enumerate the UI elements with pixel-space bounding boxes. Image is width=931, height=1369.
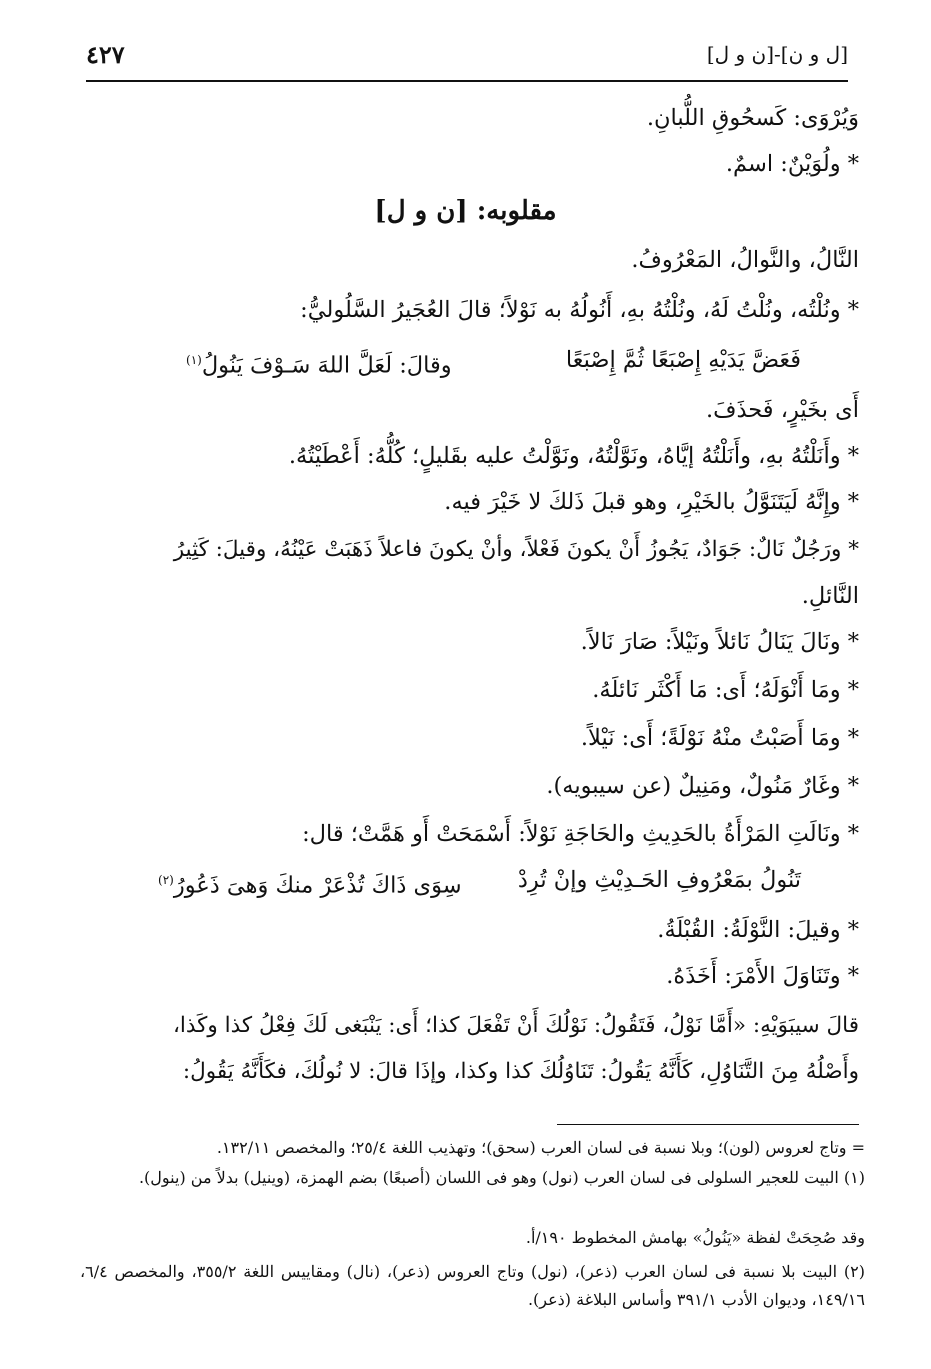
verse-first-hemistich: فَعَضَّ يَدَيْهِ إِصْبَعًا ثُمَّ إِصْبَعًا — [565, 347, 801, 373]
page-number: ٤٢٧ — [86, 40, 125, 69]
verse-first-hemistich: تَنُولُ بمَعْرُوفِ الحَـدِيْثِ وإنْ تُرِدْ — [517, 867, 801, 893]
body-line: * ونُلْتُه، ونُلْتُ لَهُ، ونُلْتُهُ بهِ، أَنُولُهُ به نَوْلاً؛ قالَ العُجَيرُ السَّلُوليُّ: — [300, 297, 859, 323]
section-heading: مقلوبه: [ن و ل] — [374, 196, 557, 226]
footnote: (٢) البيت بلا نسبة فى لسان العرب (ذعر)، (نول) وتاج العروس (ذعر)، (نال) ومقاييس اللغة ٣٥٥/٢، والمخصص ٦/٤، ١٤٩/١٦، وديوان الأدب ٣٩١/١ وأساس البلاغة (ذعر). — [80, 1262, 866, 1309]
body-line: النَّائلِ. — [801, 583, 859, 609]
footnote-divider — [557, 1124, 859, 1125]
body-line: * وأَنَلْتُهُ بهِ، وأَنَلْتُهُ إيَّاهُ، ونَوَّلْتُهُ، ونَوَّلْتُ عليه بقَليلٍ؛ كُلُّهُ: أَعْطَيْتُهُ. — [288, 443, 859, 469]
page-header — [86, 42, 848, 82]
verse-text: وقالَ: لَعَلَّ اللهَ سَـوْفَ يَنُولُ — [201, 352, 452, 379]
body-line: * ولُوَيْنٌ: اسمٌ. — [725, 151, 859, 177]
verse-second-hemistich — [186, 342, 452, 384]
body-line: * ونَالَتِ المَرْأَةُ بالحَدِيثِ والحَاجَةِ نَوْلاً: أَسْمَحَتْ أَو هَمَّتْ؛ قال: — [302, 821, 859, 847]
body-line: قالَ سيبَوَيْهِ: «أَمَّا نَوْلُ، فَتَقُولُ: نَوْلُكَ أَنْ تَفْعَلَ كذا؛ أَى: يَنْبَغى لَكَ فِعْلُ كذا وكَذا، — [172, 1013, 859, 1038]
footnote: (١) البيت للعجير السلولى فى لسان العرب (نول) وهو فى اللسان (أصبعًا) بضم الهمزة، (وينيل) بدلاً من (ينول). — [138, 1168, 865, 1187]
running-head: [ل و ن]-[ن و ل] — [706, 42, 848, 66]
verse-second-hemistich — [158, 862, 462, 904]
body-line: * ورَجُلٌ نَالٌ: جَوَادٌ، يَجُوزُ أَنْ يكونَ فَعْلاً، وأنْ يكونَ فاعلاً ذَهَبَتْ عَيْنُهُ، وقيلَ: كَثِيرُ — [173, 537, 859, 562]
footnote-marker: (١) — [186, 353, 202, 367]
body-line: وأَصْلُهُ مِنَ التَّنَاوُلِ، كَأَنَّهُ يَقُولُ: تَنَاوُلُكَ كذا وكذا، وإذَا قالَ: لا نُولُكَ، فكَأَنَّهُ يَقُولُ: — [182, 1059, 859, 1084]
footnote-marker: (٢) — [158, 873, 174, 887]
body-line: * وغَارٌ مَنُولٌ، ومَنِيلٌ (عن سيبويه). — [546, 773, 859, 799]
body-line: وَيُرْوَى: كَسحُوقِ اللُّبانِ. — [646, 105, 859, 131]
body-line: * ومَا أَصَبْتُ منْهُ نَوْلَةً؛ أَى: نَيْلاً. — [580, 725, 859, 751]
footnote: وقد صُحِحَتْ لفظة «يَنُولُ» بهامش المخطوط ١٩٠/أ. — [525, 1228, 865, 1247]
body-line: * ومَا أَنْوَلَهُ؛ أَى: مَا أَكْثَر نَائلَهُ. — [592, 677, 859, 703]
body-line: * وتَنَاوَلَ الأَمْرَ: أَخَذَهُ. — [666, 963, 859, 989]
verse-text: سِوَى ذَاكَ تُذْعَرْ منكَ وَهىَ ذَعُورُ — [173, 872, 462, 899]
body-line: * وإِنَّهُ لَيَتَنَوَّلُ بالخَيْرِ، وهو قبلَ ذَلكَ لا خَيْرَ فيه. — [444, 489, 859, 515]
body-line: * ونَالَ يَنَالُ نَائلاً ونَيْلاً: صَارَ نَالاً. — [580, 629, 859, 655]
body-line: * وقيلَ: النَّوْلَةُ: القُبْلَةُ. — [657, 917, 859, 943]
body-line: أَى بخَيْرٍ، فَحذَفَ. — [706, 397, 859, 423]
footnote: = وتاج لعروس (لون)؛ وبلا نسبة فى لسان العرب (سحق)؛ وتهذيب اللغة ٢٥/٤؛ والمخصص ١٣٢/١١. — [216, 1138, 865, 1157]
body-line: النَّالُ، والنَّوالُ، المَعْرُوفُ. — [631, 247, 859, 273]
